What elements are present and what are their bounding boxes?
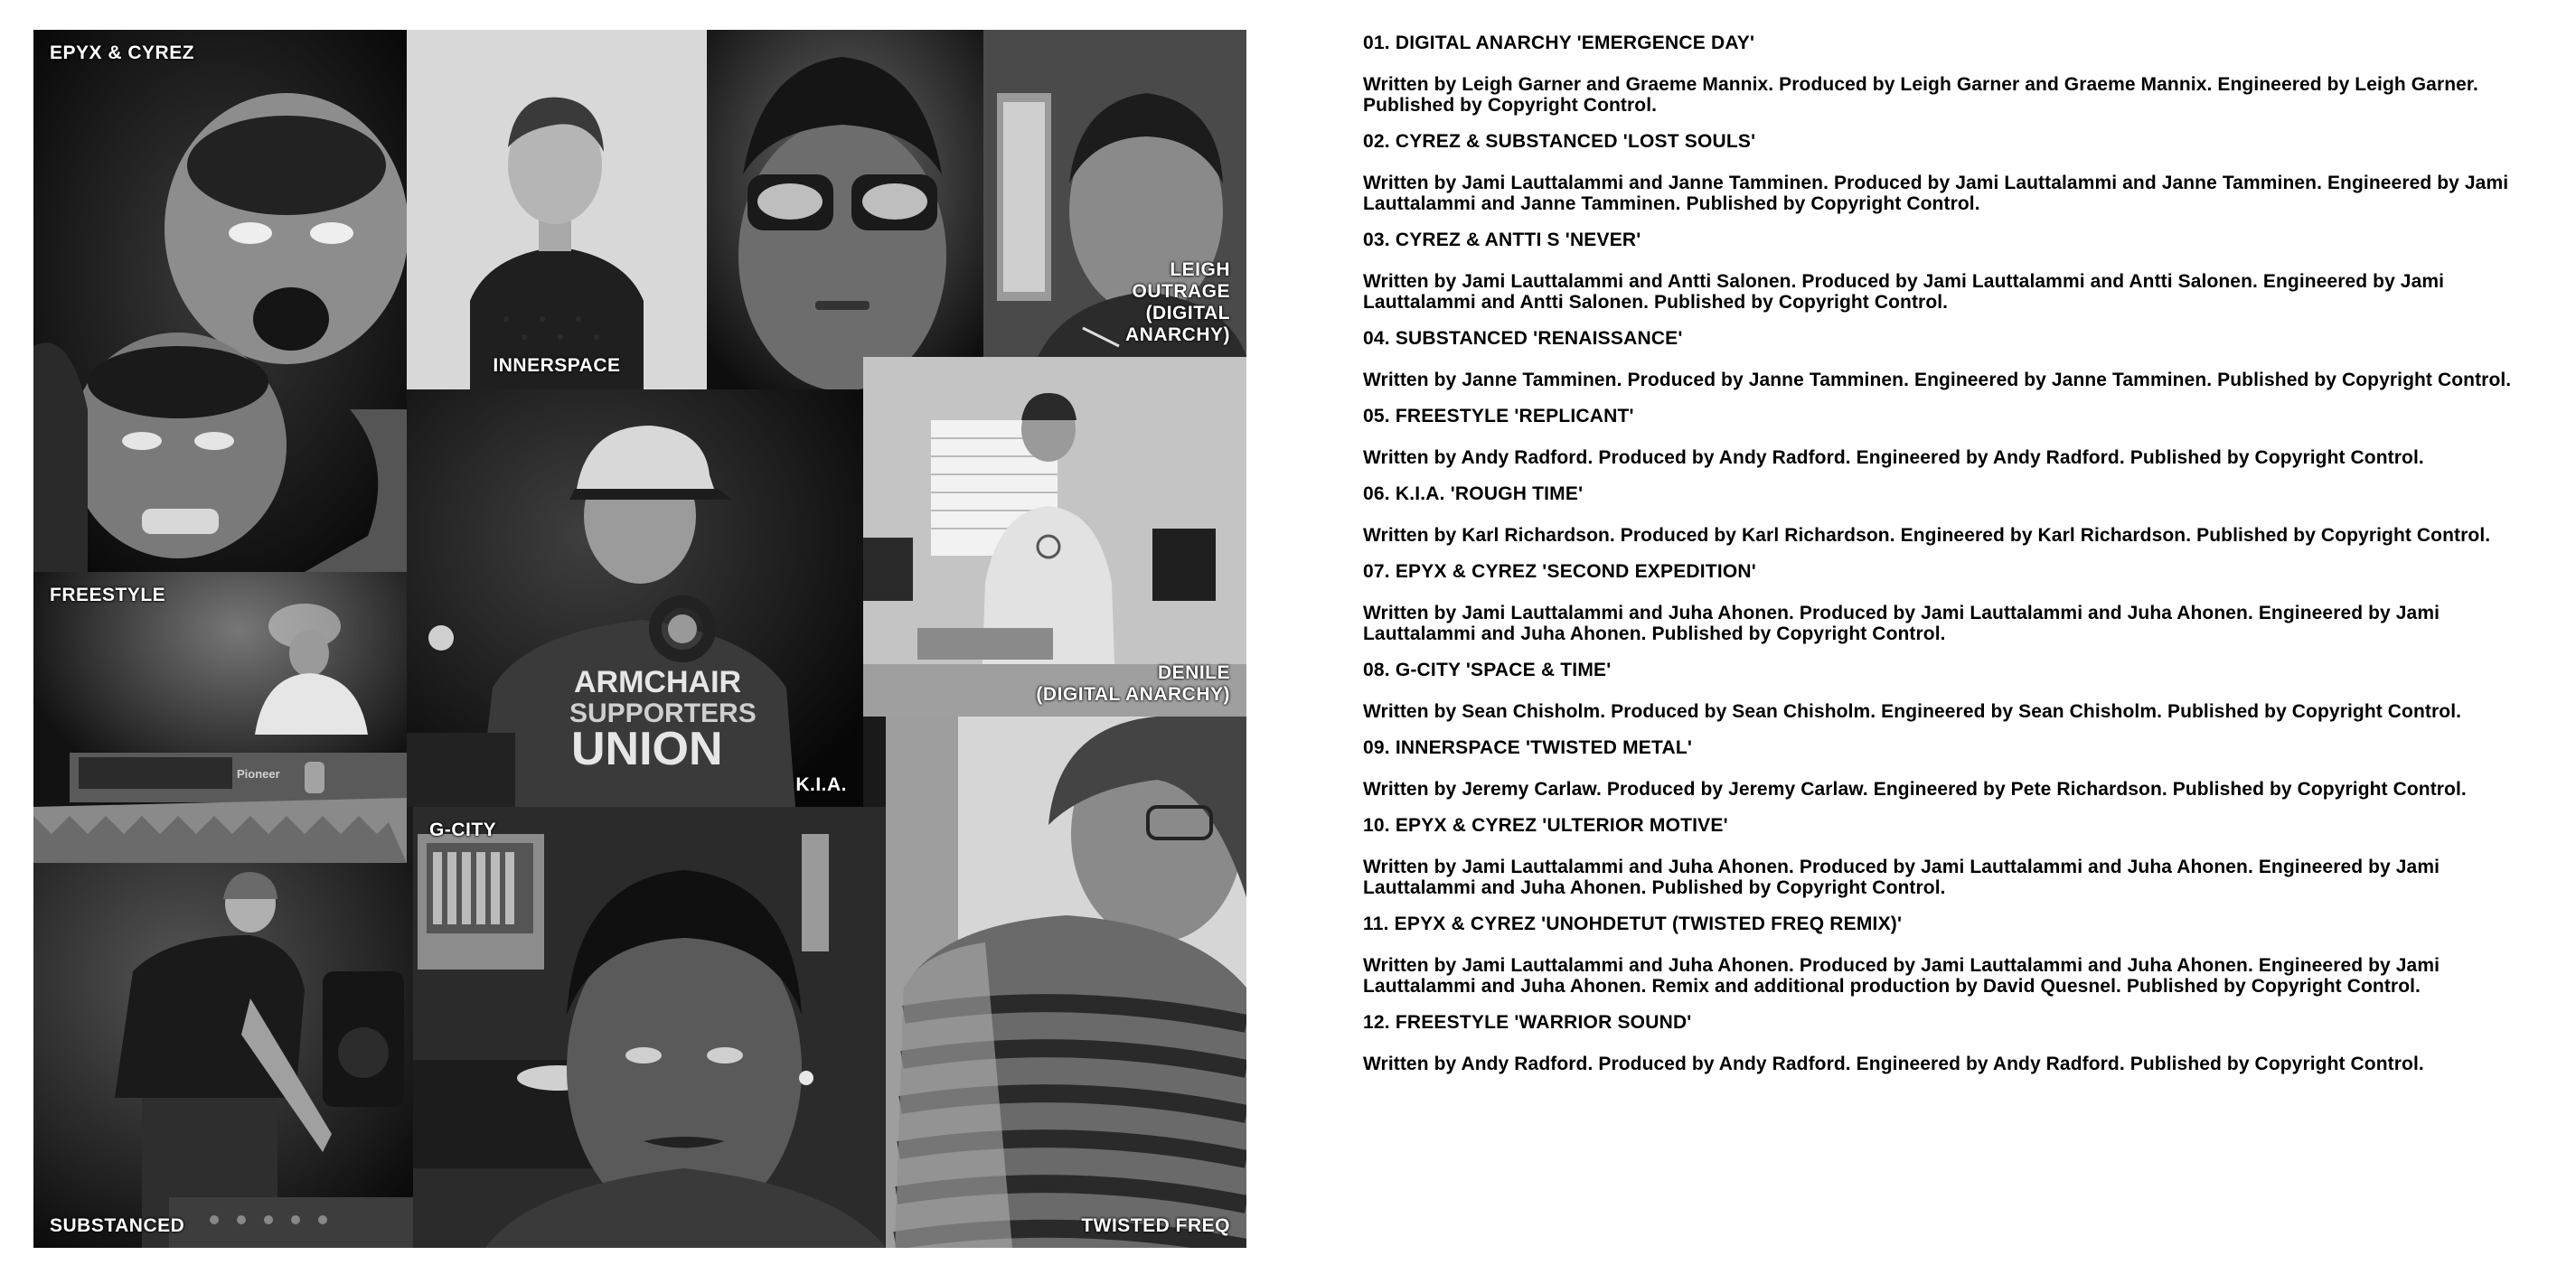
track-title: 09. INNERSPACE 'TWISTED METAL'	[1363, 737, 1693, 758]
track-credit: Written by Jami Lauttalammi and Juha Ahonen. Produced by Jami Lauttalammi and Juha Ahonen. Engineered by Jami Lauttalammi and Juha Ahonen. Remix and additional production by David Quesnel. Published by Copyright Control.	[1363, 955, 2440, 997]
track-title: 12. FREESTYLE 'WARRIOR SOUND'	[1363, 1012, 1692, 1033]
mixer-brand-text: Pioneer	[237, 767, 280, 781]
track-item	[1363, 914, 2538, 997]
shirt-text-line2: SUPPORTERS	[569, 698, 757, 728]
caption-freestyle: FREESTYLE	[50, 585, 166, 605]
photo-antti-s-image	[707, 30, 983, 389]
track-item	[1363, 483, 2538, 546]
track-item	[1363, 1012, 2538, 1074]
track-item	[1363, 230, 2538, 313]
track-item	[1363, 33, 2538, 116]
photo-g-city	[413, 807, 886, 1248]
artist-photo-collage	[33, 30, 1246, 1248]
photo-epyx-cyrez	[33, 30, 407, 572]
track-item	[1363, 815, 2538, 898]
photo-kia-image	[407, 389, 863, 807]
caption-substanced: SUBSTANCED	[50, 1215, 185, 1236]
track-title: 08. G-CITY 'SPACE & TIME'	[1363, 660, 1612, 680]
caption-epyx-cyrez: EPYX & CYREZ	[50, 42, 195, 63]
track-title: 10. EPYX & CYREZ 'ULTERIOR MOTIVE'	[1363, 815, 1728, 836]
photo-antti-s	[707, 30, 983, 389]
track-item	[1363, 328, 2538, 390]
track-item	[1363, 660, 2538, 722]
photo-g-city-image	[413, 807, 886, 1248]
photo-twisted-freq-image	[886, 717, 1246, 1248]
photo-freestyle-image	[33, 572, 407, 863]
track-credit: Written by Jami Lauttalammi and Juha Ahonen. Produced by Jami Lauttalammi and Juha Ahonen. Engineered by Jami Lauttalammi and Juha Ahonen. Published by Copyright Control.	[1363, 857, 2440, 898]
track-credit: Written by Andy Radford. Produced by Andy Radford. Engineered by Andy Radford. Published by Copyright Control.	[1363, 447, 2424, 468]
caption-innerspace: INNERSPACE	[493, 355, 621, 376]
caption-leigh-outrage: LEIGH OUTRAGE (DIGITAL ANARCHY)	[1125, 259, 1230, 345]
track-title: 02. CYREZ & SUBSTANCED 'LOST SOULS'	[1363, 131, 1756, 152]
photo-substanced-image	[33, 863, 413, 1248]
track-credit: Written by Jami Lauttalammi and Janne Tamminen. Produced by Jami Lauttalammi and Janne Tamminen. Engineered by Jami Lauttalammi and Janne Tamminen. Published by Copyright Control.	[1363, 173, 2509, 214]
track-credit: Written by Karl Richardson. Produced by Karl Richardson. Engineered by Karl Richardson. Published by Copyright Control.	[1363, 525, 2491, 546]
track-credit: Written by Jeremy Carlaw. Produced by Jeremy Carlaw. Engineered by Pete Richardson. Published by Copyright Control.	[1363, 779, 2467, 800]
track-credit: Written by Jami Lauttalammi and Juha Ahonen. Produced by Jami Lauttalammi and Juha Ahonen. Engineered by Jami Lauttalammi and Juha Ahonen. Published by Copyright Control.	[1363, 603, 2440, 644]
track-title: 06. K.I.A. 'ROUGH TIME'	[1363, 483, 1584, 504]
photo-freestyle	[33, 572, 407, 863]
photo-innerspace	[407, 30, 707, 389]
track-title: 05. FREESTYLE 'REPLICANT'	[1363, 406, 1634, 426]
caption-kia: K.I.A.	[795, 774, 847, 795]
track-item	[1363, 737, 2538, 800]
track-credit: Written by Janne Tamminen. Produced by Janne Tamminen. Engineered by Janne Tamminen. Published by Copyright Control.	[1363, 370, 2512, 390]
photo-substanced	[33, 863, 413, 1248]
photo-kia	[407, 389, 863, 807]
track-credit: Written by Leigh Garner and Graeme Mannix. Produced by Leigh Garner and Graeme Mannix. Engineered by Leigh Garner. Published by Copyright Control.	[1363, 74, 2478, 116]
track-title: 07. EPYX & CYREZ 'SECOND EXPEDITION'	[1363, 561, 1756, 582]
track-item	[1363, 131, 2538, 214]
photo-innerspace-image	[407, 30, 707, 389]
track-item	[1363, 561, 2538, 644]
caption-denile: DENILE (DIGITAL ANARCHY)	[1036, 662, 1230, 705]
photo-twisted-freq	[886, 717, 1246, 1248]
photo-denile	[863, 357, 1246, 717]
shirt-text-line1: ARMCHAIR	[574, 665, 742, 699]
photo-leigh-outrage	[983, 30, 1246, 357]
caption-g-city: G-CITY	[429, 820, 497, 840]
track-title: 04. SUBSTANCED 'RENAISSANCE'	[1363, 328, 1683, 349]
track-credit: Written by Sean Chisholm. Produced by Sean Chisholm. Engineered by Sean Chisholm. Published by Copyright Control.	[1363, 701, 2462, 722]
track-credit: Written by Andy Radford. Produced by Andy Radford. Engineered by Andy Radford. Published by Copyright Control.	[1363, 1054, 2424, 1074]
track-title: 03. CYREZ & ANTTI S 'NEVER'	[1363, 230, 1641, 250]
track-credits-list	[1363, 33, 2538, 1090]
track-title: 01. DIGITAL ANARCHY 'EMERGENCE DAY'	[1363, 33, 1755, 53]
caption-twisted-freq: TWISTED FREQ	[1081, 1215, 1230, 1236]
track-title: 11. EPYX & CYREZ 'UNOHDETUT (TWISTED FREQ REMIX)'	[1363, 914, 1903, 934]
track-item	[1363, 406, 2538, 468]
photo-epyx-cyrez-image	[33, 30, 407, 572]
shirt-text-line3: UNION	[571, 723, 723, 775]
track-credit: Written by Jami Lauttalammi and Antti Salonen. Produced by Jami Lauttalammi and Antti Salonen. Engineered by Jami Lauttalammi and Antti Salonen. Published by Copyright Control.	[1363, 271, 2445, 313]
